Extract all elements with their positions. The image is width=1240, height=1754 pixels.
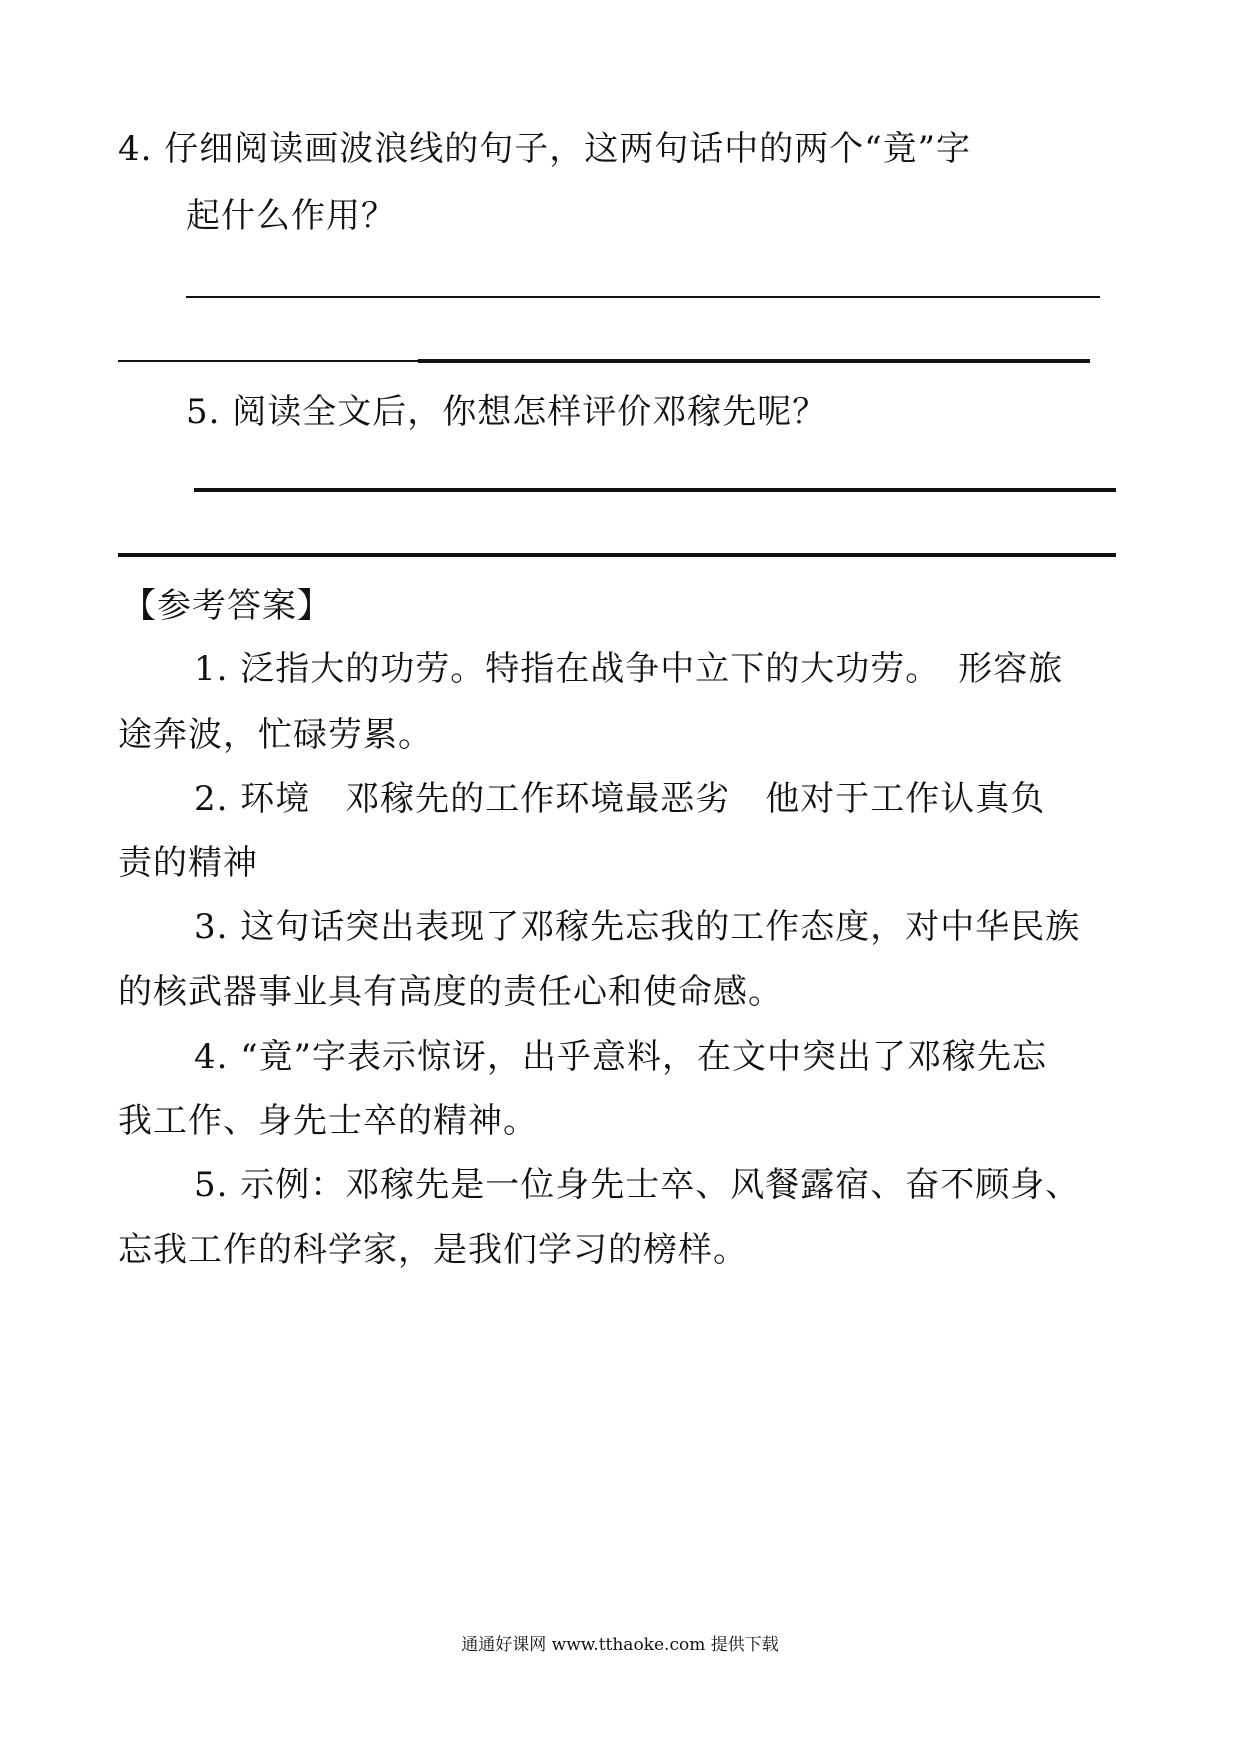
question-4-line-2: 起什么作用？	[186, 196, 396, 236]
answers-heading: 【参考答案】	[122, 586, 332, 626]
answer-1-line-2: 途奔波，忙碌劳累。	[118, 715, 433, 755]
page-footer: 通通好课网 www.tthaoke.com 提供下载	[461, 1635, 779, 1655]
answer-4-line-2: 我工作、身先士卒的精神。	[118, 1101, 538, 1141]
answer-5-line-2: 忘我工作的科学家，是我们学习的榜样。	[118, 1230, 748, 1270]
answer-line-q4-1	[186, 296, 1100, 298]
answer-1-line-1: 1. 泛指大的功劳。特指在战争中立下的大功劳。 形容旅	[194, 649, 1064, 689]
answer-line-q4-2b	[418, 359, 1090, 363]
question-5-line-1: 5. 阅读全文后，你想怎样评价邓稼先呢？	[186, 392, 828, 432]
answer-2-line-1: 2. 环境 邓稼先的工作环境最恶劣 他对于工作认真负	[194, 779, 1046, 819]
answer-5-line-1: 5. 示例：邓稼先是一位身先士卒、风餐露宿、奋不顾身、	[194, 1165, 1081, 1205]
answer-line-q5-1	[194, 488, 1116, 492]
question-4-line-1: 4. 仔细阅读画波浪线的句子，这两句话中的两个“竟”字	[118, 129, 972, 169]
answer-4-line-1: 4. “竟”字表示惊讶，出乎意料，在文中突出了邓稼先忘	[194, 1037, 1048, 1077]
answer-3-line-2: 的核武器事业具有高度的责任心和使命感。	[118, 972, 783, 1012]
answer-line-q4-2a	[118, 360, 418, 362]
answer-3-line-1: 3. 这句话突出表现了邓稼先忘我的工作态度，对中华民族	[194, 907, 1081, 947]
answer-line-q5-2	[118, 553, 1116, 557]
answer-2-line-2: 责的精神	[118, 843, 258, 883]
